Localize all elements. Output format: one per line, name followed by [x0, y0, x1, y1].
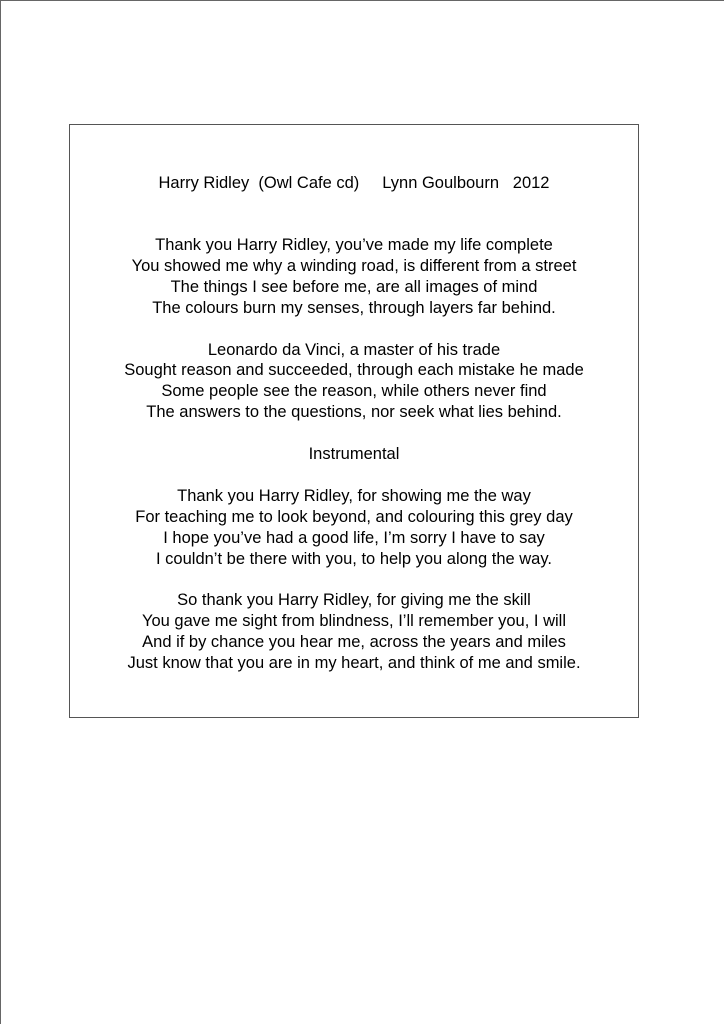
lyric-line: The things I see before me, are all images of mind [170, 277, 538, 296]
page-edge-left [0, 0, 1, 1024]
lyric-line: The colours burn my senses, through layers far behind. [152, 298, 556, 317]
page-edge-top [0, 0, 724, 1]
lyric-line: You gave me sight from blindness, I’ll remember you, I will [142, 612, 566, 631]
lyric-line: So thank you Harry Ridley, for giving me the skill [177, 591, 531, 610]
lyrics-box [69, 124, 639, 718]
stanza-verse-1 [70, 235, 638, 319]
lyric-line: Thank you Harry Ridley, for showing me the way [177, 486, 531, 505]
stanza-verse-3 [70, 486, 638, 570]
lyric-line: Thank you Harry Ridley, you’ve made my life complete [155, 236, 553, 254]
lyric-line: I hope you’ve had a good life, I’m sorry I have to say [163, 528, 545, 547]
lyric-line: Some people see the reason, while others never find [161, 382, 547, 401]
stanza-verse-4 [70, 590, 638, 674]
instrumental-label: Instrumental [308, 445, 400, 464]
lyric-line: The answers to the questions, nor seek what lies behind. [146, 403, 562, 422]
lyric-line: Just know that you are in my heart, and think of me and smile. [127, 654, 581, 673]
lyric-line: I couldn’t be there with you, to help you along the way. [156, 549, 552, 568]
lyric-line: For teaching me to look beyond, and colouring this grey day [135, 507, 573, 526]
stanza-instrumental [70, 444, 638, 465]
lyrics-body [70, 235, 638, 695]
lyric-line: Sought reason and succeeded, through each mistake he made [124, 361, 584, 380]
lyric-line: And if by chance you hear me, across the years and miles [142, 633, 566, 652]
lyric-line: You showed me why a winding road, is different from a street [131, 256, 577, 275]
document-title: Harry Ridley (Owl Cafe cd) Lynn Goulbourn 2012 [158, 174, 550, 192]
stanza-verse-2 [70, 340, 638, 424]
lyric-line: Leonardo da Vinci, a master of his trade [207, 340, 501, 359]
